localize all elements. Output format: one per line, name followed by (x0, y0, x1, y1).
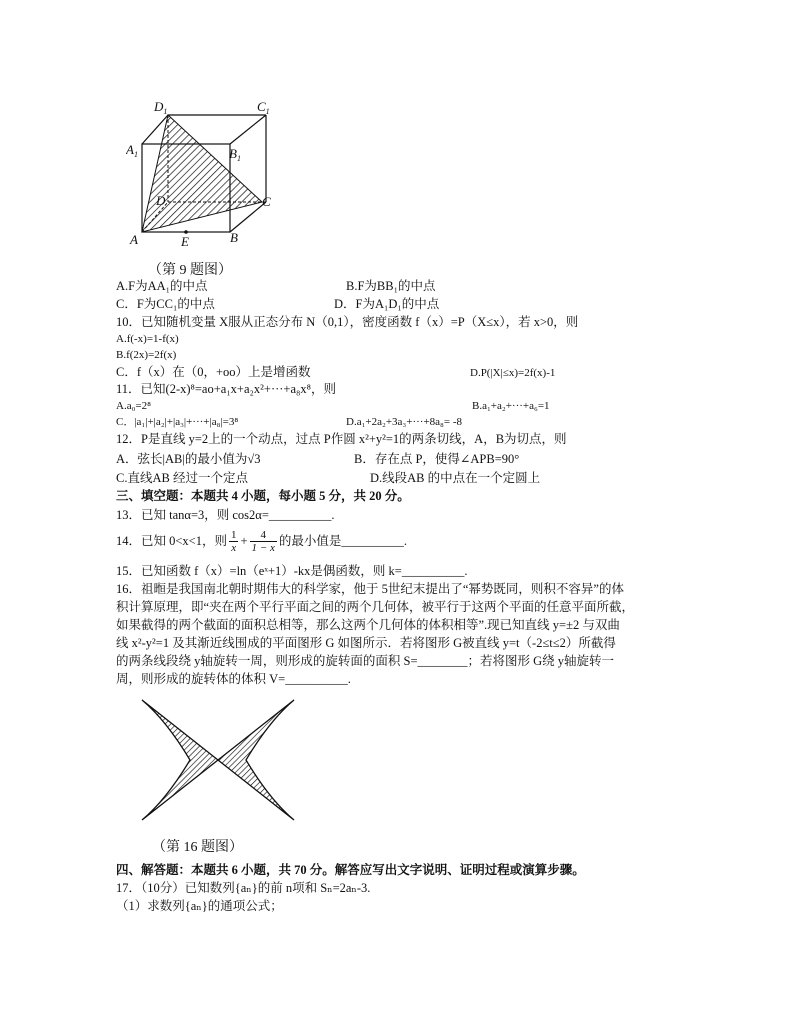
q11-stem: 11．已知(2-x)⁸=ao+a₁x+a₂x²+···+a₈x⁸，则 (116, 382, 336, 396)
label-b1: $B_1$ (229, 146, 241, 163)
left-shaded-region (142, 700, 218, 820)
q9-option-b: B.F为BB₁的中点 (346, 279, 436, 293)
q17-stem: 17．（10分）已知数列{aₙ}的前 n项和 Sₙ=2aₙ-3. (116, 881, 371, 895)
q10-stem: 10．已知随机变量 X服从正态分布 N（0,1），密度函数 f（x）=P（X≤x），若 x>0，则 (116, 315, 579, 329)
label-d1: $D_1$ (154, 99, 168, 116)
q9-option-d: D．F为A₁D₁的中点 (334, 297, 440, 311)
q14-fraction-2 (250, 529, 277, 554)
q12-option-c: C.直线AB 经过一个定点 (116, 471, 248, 485)
q10-option-a: A.f(-x)=1-f(x) (116, 333, 179, 345)
q10-option-c: C．f（x）在（0，+oo）上是增函数 (116, 365, 311, 379)
q13: 13．已知 tanα=3，则 cos2α=__________. (116, 508, 335, 522)
q14-fraction-1-numerator: 1 (230, 528, 237, 541)
q11-option-d: D.a₁+2a₂+3a₃+···+8a₈= -8 (346, 416, 462, 428)
q10-option-b: B.f(2x)=2f(x) (116, 349, 177, 361)
q17-part-1: （1）求数列{aₙ}的通项公式； (116, 899, 283, 913)
q11-option-b: B.a₁+a₂+···+a₆=1 (472, 400, 550, 412)
label-a1: $A_1$ (126, 142, 138, 159)
figure-9-cube (126, 98, 286, 253)
label-c: C (262, 194, 271, 209)
label-d: D (156, 193, 166, 208)
q14-plus: + (240, 534, 248, 548)
right-shaded-region (218, 700, 294, 820)
q14-fraction-1-denominator: x (231, 541, 237, 554)
q11-option-a: A.a₀=2⁸ (116, 400, 151, 412)
q16-line-4: 线 x²-y²=1 及其渐近线围成的平面图形 G 如图所示．若将图形 G被直线 y=t（-2≤t≤2）所截得 (116, 636, 616, 650)
q11-option-c: C．|a₁|+|a₂|+|a₃|+···+|a₈|=3⁸ (116, 416, 239, 428)
figure-16-hyperbola (138, 694, 298, 826)
figure-9-caption: （第 9 题图） (148, 263, 232, 278)
q12-stem: 12．P是直线 y=2上的一个动点，过点 P作圆 x²+y²=1的两条切线，A，B为切点，则 (116, 432, 567, 446)
q16-line-2: 积计算原理，即“夹在两个平行平面之间的两个几何体，被平行于这两个平面的任意平面所截， (116, 600, 635, 614)
label-e: E (181, 234, 189, 249)
q16-line-3: 如果截得的两个截面的面积总相等，那么这两个几何体的体积相等”.现已知直线 y=±2 与双曲 (116, 618, 620, 632)
label-a: A (130, 232, 138, 247)
label-b: B (230, 230, 238, 245)
cube-edge (230, 115, 266, 144)
q16-line-1: 16．祖暅是我国南北朝时期伟大的科学家，他于 5世纪末提出了“幂势既同，则积不容异”的体 (116, 582, 624, 596)
q14-fraction-2-denominator: 1 − x (251, 541, 275, 554)
q15: 15．已知函数 f（x）=ln（eˣ+1）-kx是偶函数，则 k=__________. (116, 564, 468, 578)
q14-suffix: 的最小值是__________. (278, 534, 407, 548)
q14 (116, 525, 407, 557)
q16-line-6: 周，则形成的旋转体的体积 V=__________. (116, 672, 351, 686)
q16-line-5: 的两条线段绕 y轴旋转一周，则形成的旋转面的面积 S=________；若将图形 G绕 y轴旋转一 (116, 654, 615, 668)
section-4-heading: 四、解答题：本题共 6 小题，共 70 分。解答应写出文字说明、证明过程或演算步骤。 (116, 863, 585, 877)
q14-fraction-1 (229, 529, 239, 554)
q10-option-d: D.P(|X|≤x)=2f(x)-1 (470, 367, 556, 379)
section-3-heading: 三、填空题：本题共 4 小题，每小题 5 分，共 20 分。 (116, 489, 410, 503)
q12-option-a: A．弦长|AB|的最小值为√3 (116, 452, 261, 466)
q14-prefix: 14．已知 0<x<1，则 (116, 534, 227, 548)
q12-option-b: B．存在点 P，使得∠APB=90° (354, 452, 520, 466)
q9-option-c: C．F为CC₁的中点 (116, 297, 215, 311)
q9-option-a: A.F为AA₁的中点 (116, 279, 208, 293)
label-c1: $C_1$ (257, 99, 270, 116)
figure-16-caption: （第 16 题图） (152, 840, 243, 855)
q14-fraction-2-numerator: 4 (250, 529, 277, 542)
q12-option-d: D.线段AB 的中点在一个定圆上 (370, 471, 541, 485)
